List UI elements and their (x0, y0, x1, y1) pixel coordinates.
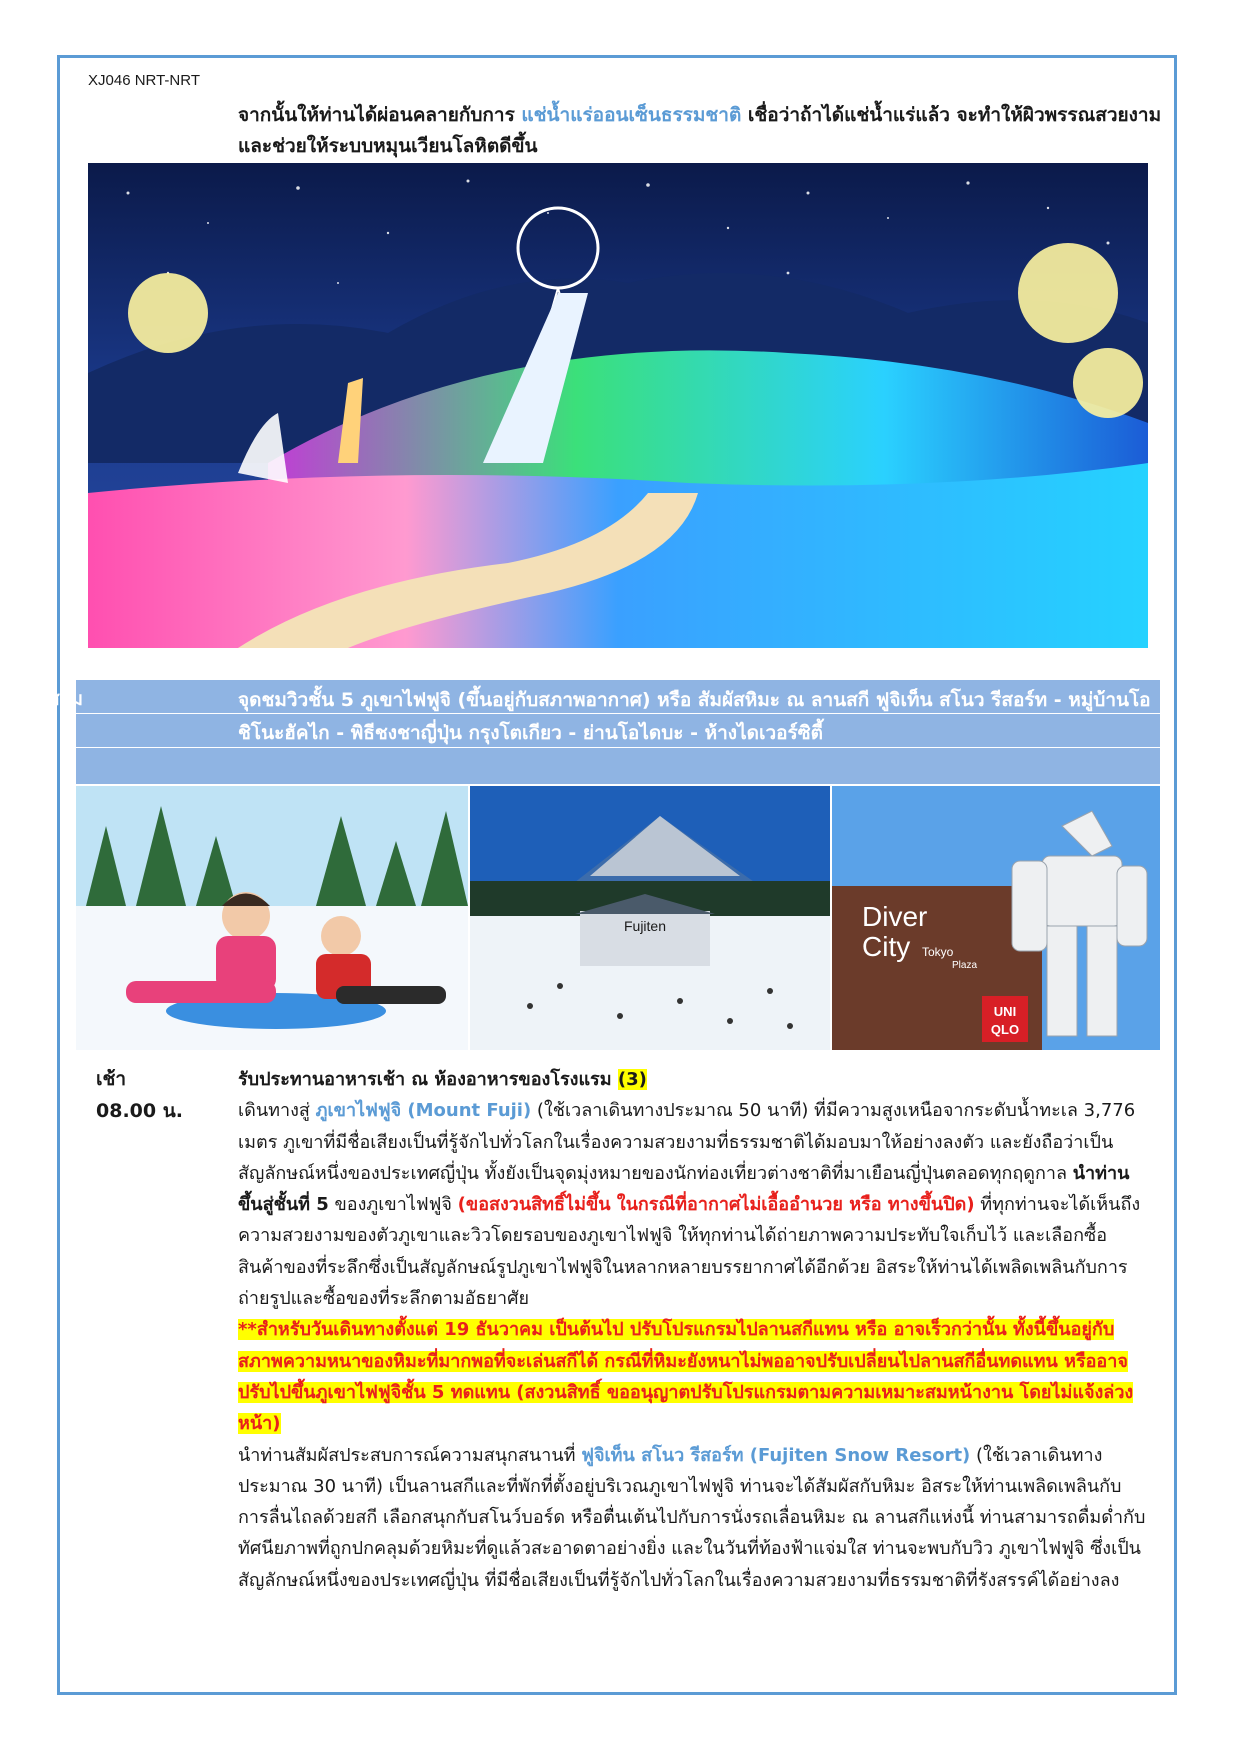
uniqlo-logo-top: UNI (993, 1004, 1017, 1019)
breakfast-line: รับประทานอาหารเช้า ณ ห้องอาหารของโรงแรม (3) (238, 1069, 647, 1090)
fujiten-sign: Fujiten (623, 918, 667, 934)
fujiten-resort-name: ฟูจิเท็น สโนว รีสอร์ท (Fujiten Snow Resort) (581, 1444, 971, 1466)
divercity-gundam-photo (832, 786, 1160, 1050)
mount-fuji-name: ภูเขาไฟฟูจิ (Mount Fuji) (315, 1100, 532, 1122)
divercity-sign-tokyo: Tokyo (922, 945, 954, 959)
onsen-highlight: แช่น้ำแร่ออนเซ็นธรรมชาติ (521, 104, 742, 126)
uniqlo-logo-bottom: QLO (990, 1022, 1020, 1037)
day-title: จุดชมวิวชั้น 5 ภูเขาไฟฟูจิ (ขึ้นอยู่กับสภาพอากาศ) หรือ สัมผัสหิมะ ณ ลานสกี ฟูจิเท็น สโนว รีสอร์ท - หมู่บ้านโอชิโนะฮัคไก - พิธีชงชาญี่ปุ่น กรุงโตเกียว - ย่านโอไดบะ - ห้างไดเวอร์ซิตี้ (238, 689, 1151, 744)
meal-number-badge: (3) (617, 1069, 647, 1090)
fujiten-paragraph: นำท่านสัมผัสประสบการณ์ความสนุกสนานที่ ฟูจิเท็น สโนว รีสอร์ท (Fujiten Snow Resort) (ใช้เวลาเดินทางประมาณ 30 นาที) เป็นลานสกีและที่พักที่ตั้งอยู่บริเวณภูเขาไฟฟูจิ ท่านจะได้สัมผัสกับหิมะ อิสระให้ท่านเพลิดเพลินกับการลื่นไถลด้วยสกี เลือกสนุกกับสโนว์บอร์ด หรือตื่นเต้นไปกับการนั่งรถเลื่อนหิมะ ณ ลานสกีแห่งนี้ ท่านสามารถดื่มด่ำกับทัศนียภาพที่ถูกปกคลุมด้วยหิมะที่ดูแล้วสะอาดตาอย่างยิ่ง และในวันที่ท้องฟ้าแจ่มใส ท่านจะพบกับวิว ภูเขาไฟฟูจิ ซึ่งเป็นสัญลักษณ์หนึ่งของประเทศญี่ปุ่น ที่มีชื่อเสียงเป็นที่รู้จักไปทั่วโลกในเรื่องความสวยงามที่ธรรมชาติที่รังสรรค์ได้อย่างลง (238, 1444, 1146, 1591)
morning-label: เช้า (96, 1068, 127, 1090)
divercity-sign-city: City (862, 931, 911, 962)
divercity-sign-diver: Diver (862, 901, 928, 932)
divercity-sign-plaza: Plaza (952, 960, 978, 971)
intro-paragraph: จากนั้นให้ท่านได้ผ่อนคลายกับการ แช่น้ำแร่ออนเซ็นธรรมชาติ เชื่อว่าถ้าได้แช่น้ำแร่แล้ว จะทำให้ผิวพรรณสวยงามและช่วยให้ระบบหมุนเวียนโลหิตดีขึ้น (238, 104, 1162, 157)
ski-note: **สำหรับวันเดินทางตั้งแต่ 19 ธันวาคม เป็นต้นไป ปรับโปรแกรมไปลานสกีแทน หรือ อาจเร็วกว่านั้น ทั้งนี้ขึ้นอยู่กับสภาพความหนาของหิมะที่มากพอที่จะเล่นสกีได้ กรณีที่หิมะยังหนาไม่พออาจปรับเปลี่ยนไปลานสกีอื่นทดแทน หรืออาจปรับไปขึ้นภูเขาไฟฟูจิชั้น 5 ทดแทน (สงวนสิทธิ์ ขออนุญาตปรับโปรแกรมตามความเหมาะสมหน้างาน โดยไม่แจ้งล่วงหน้า) (238, 1319, 1134, 1435)
weather-disclaimer: (ขอสงวนสิทธิ์ไม่ขึ้น ในกรณีที่อากาศไม่เอื้ออำนวย หรือ ทางขึ้นปิด) (457, 1194, 975, 1216)
kids-sledding-photo (76, 786, 468, 1050)
time-label: 08.00 น. (96, 1100, 183, 1122)
hero-illumination-photo (88, 163, 1148, 648)
tour-code: XJ046 NRT-NRT (88, 72, 200, 89)
fuji-paragraph: เดินทางสู่ ภูเขาไฟฟูจิ (Mount Fuji) (ใช้เวลาเดินทางประมาณ 50 นาที) ที่มีความสูงเหนือจากระดับน้ำทะเล 3,776 เมตร ภูเขาที่มีชื่อเสียงเป็นที่รู้จักไปทั่วโลกในเรื่องความสวยงามที่ธรรมชาติได้มอบมาให้อย่างลงตัว และยังถือว่าเป็นสัญลักษณ์หนึ่งของประเทศญี่ปุ่น ทั้งยังเป็นจุดมุ่งหมายของนักท่องเที่ยวต่างชาติที่มาเยือนญี่ปุ่นตลอดทุกฤดูกาล นำท่านขึ้นสู่ชั้นที่ 5 ของภูเขาไฟฟูจิ (ขอสงวนสิทธิ์ไม่ขึ้น ในกรณีที่อากาศไม่เอื้ออำนวย หรือ ทางขึ้นปิด) ที่ทุกท่านจะได้เห็นถึงความสวยงามของตัวภูเขาและวิวโดยรอบของภูเขาไฟฟูจิ ให้ทุกท่านได้ถ่ายภาพความประทับใจเก็บไว้ และเลือกซื้อสินค้าของที่ระลึกซึ่งเป็นสัญลักษณ์รูปภูเขาไฟฟูจิในหลากหลายบรรยากาศได้อีกด้วย อิสระให้ท่านได้เพลิดเพลินกับการถ่ายรูปและซื้อของที่ระลึกตามอัธยาศัย (238, 1100, 1141, 1310)
fujiten-ski-resort-photo (470, 786, 830, 1050)
schedule-body (238, 1064, 1148, 1596)
day-label: วันที่สาม (12, 688, 83, 710)
